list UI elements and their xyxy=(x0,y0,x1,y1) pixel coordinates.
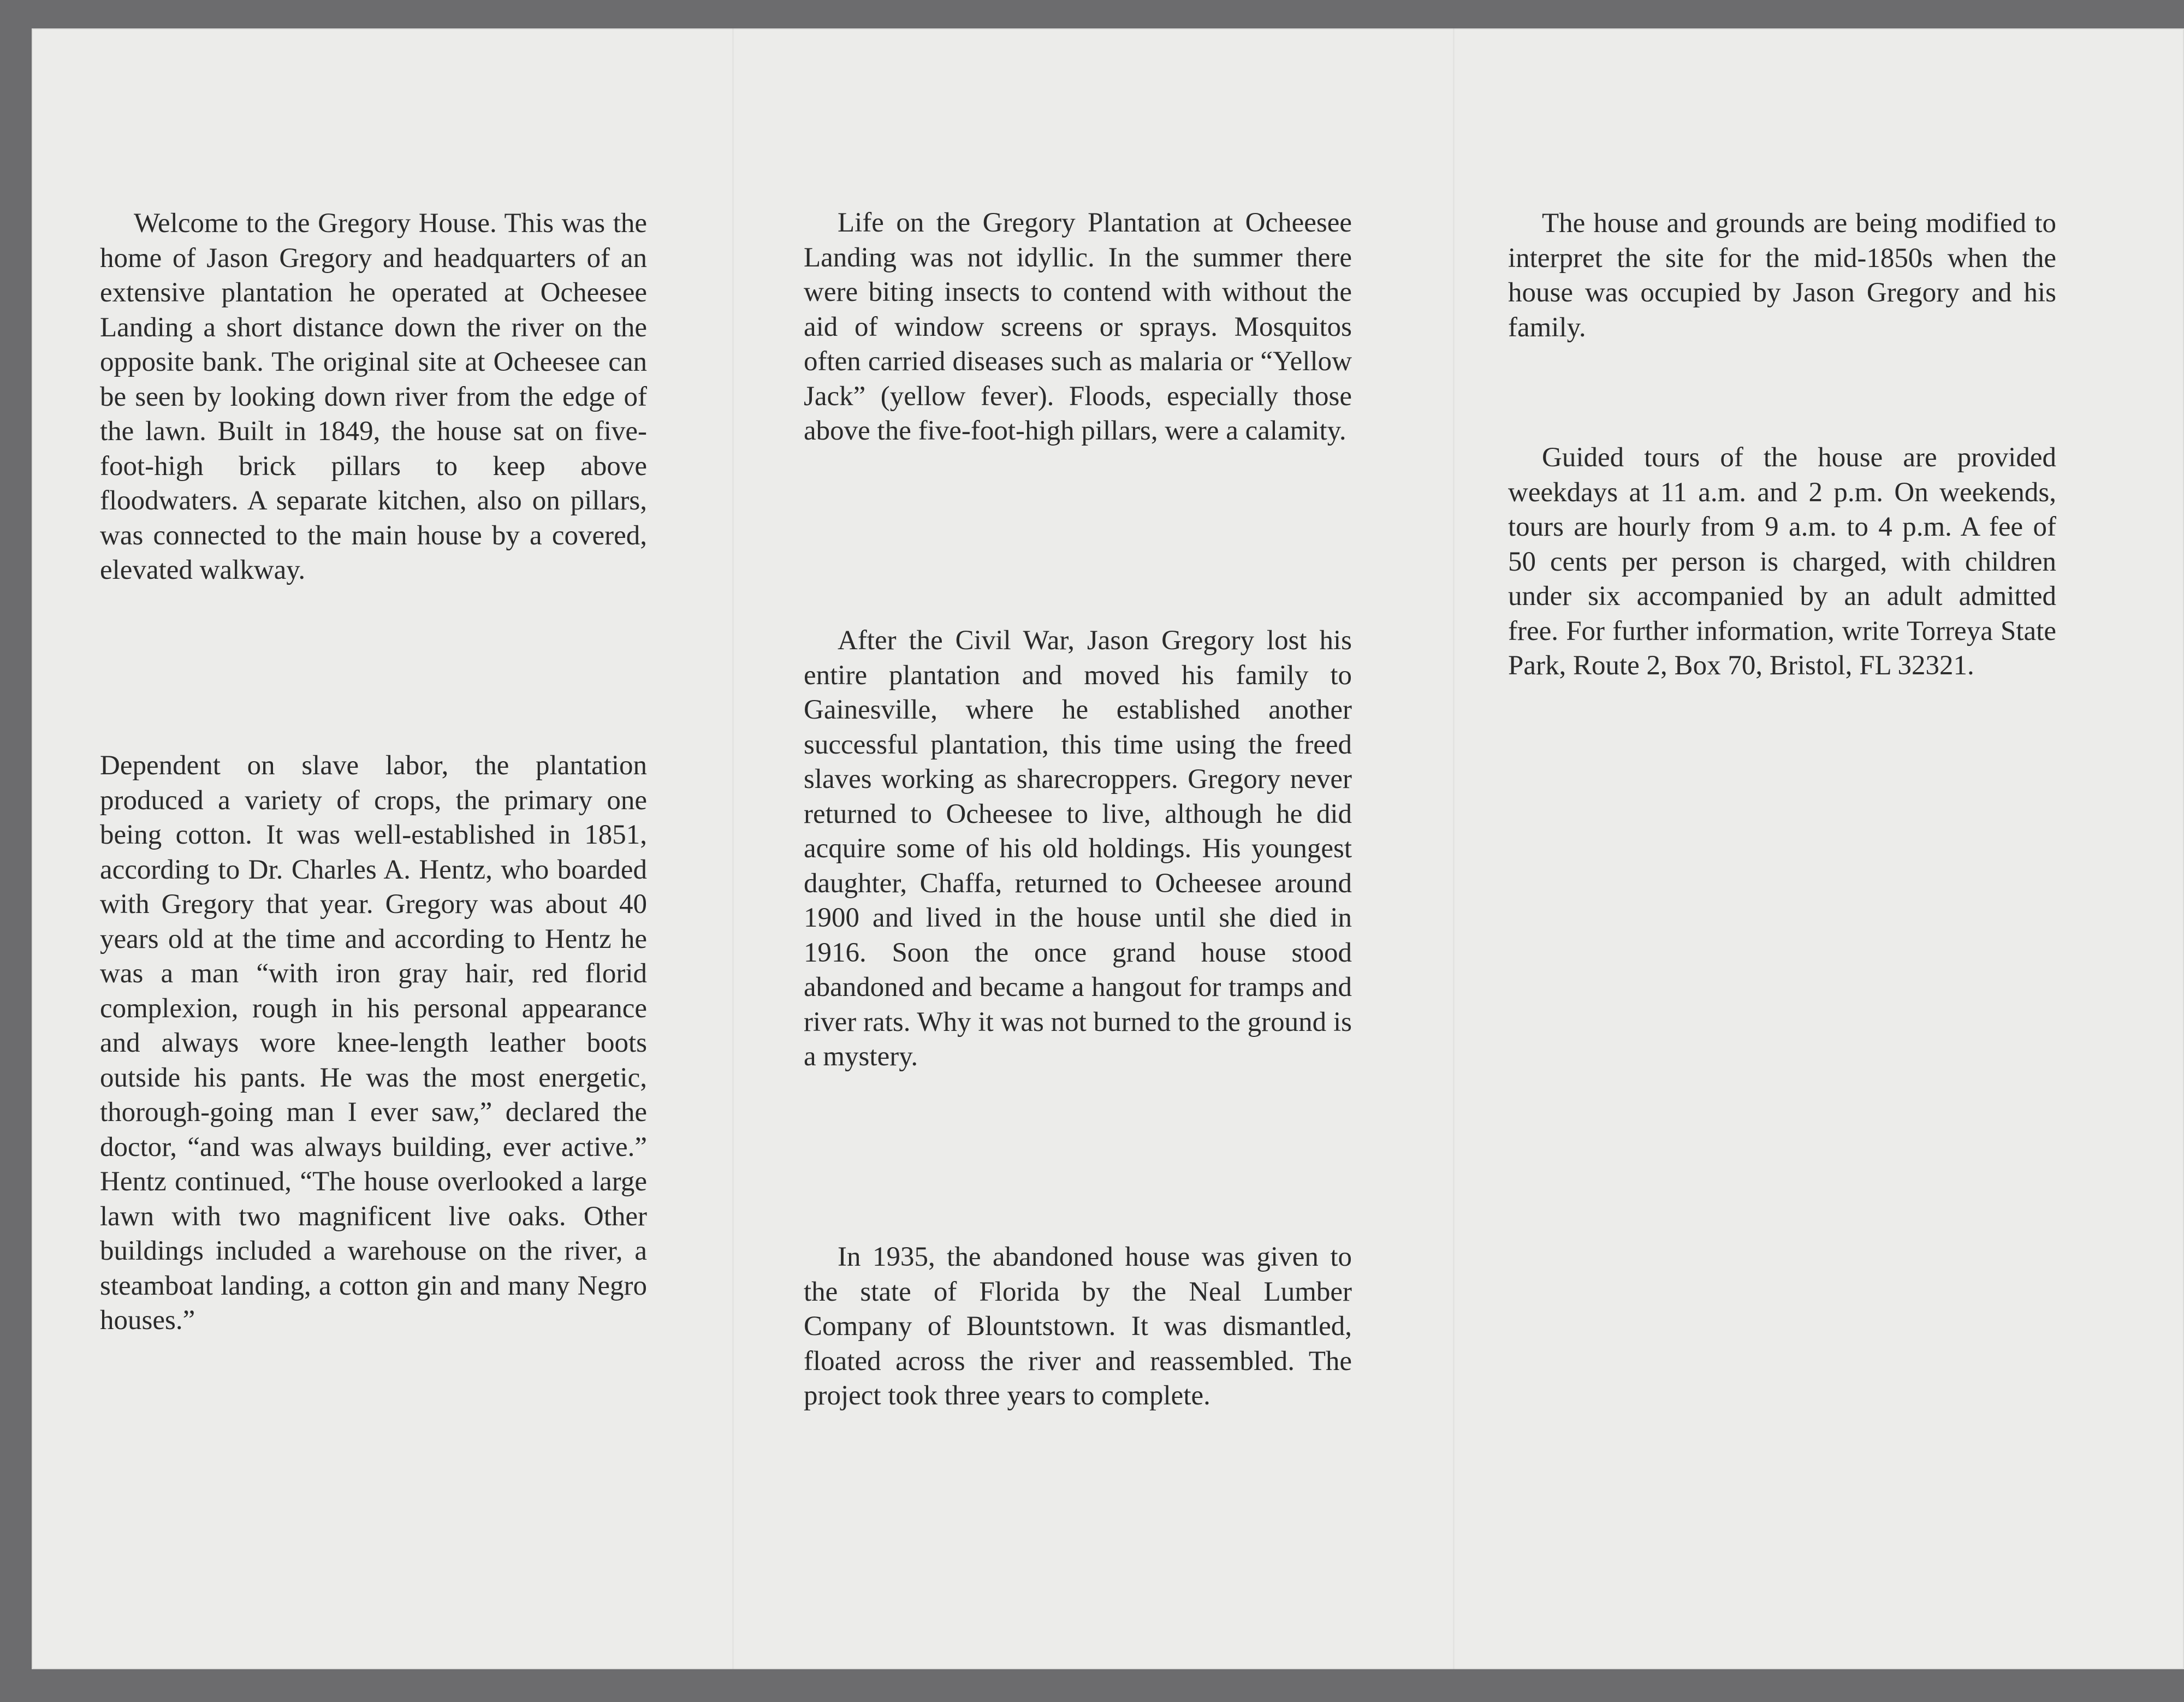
restoration-paragraph: The house and grounds are being modified to interpret the site for the mid-1850s when the house was occupied by Jason Gregory and his family. xyxy=(1508,208,2056,343)
fold-line-left xyxy=(732,28,734,1669)
relocation-paragraph: In 1935, the abandoned house was given to the state of Florida by the Neal Lumber Company of Blountstown. It was dismantled, floated across the river and reassembled. The project took three years to complete. xyxy=(804,1242,1352,1411)
plantation-life-paragraph: Life on the Gregory Plantation at Ocheesee Landing was not idyllic. In the summer there were biting insects to contend with without the aid of window screens or sprays. Mosquitos often carried diseases such as malaria or “Yellow Jack” (yellow fever). Floods, especially those above the five-foot-high pillars, were a calamity. xyxy=(804,207,1352,446)
plantation-paragraph: Dependent on slave labor, the plantation produced a variety of crops, the primary one being cotton. It was well-established in 1851, according to Dr. Charles A. Hentz, who boarded with Gregory that year. Gregory was about 40 years old at the time and according to Hentz he was a man “with iron gray hair, red florid complexion, rough in his personal appearance and always wore knee-length leather boots outside his pants. He was the most energetic, thorough-going man I ever saw,” declared the doctor, “and was always building, ever active.” Hentz continued, “The house overlooked a large lawn with two magnificent live oaks. Other buildings included a warehouse on the river, a steamboat landing, a cotton gin and many Negro houses.” xyxy=(100,750,647,1336)
fold-line-right xyxy=(1453,28,1455,1669)
tours-paragraph: Guided tours of the house are provided weekdays at 11 a.m. and 2 p.m. On weekends, tours are hourly from 9 a.m. to 4 p.m. A fee of 50 cents per person is charged, with children under six accompanied by an adult admitted free. For further information, write Torreya State Park, Route 2, Box 70, Bristol, FL 32321. xyxy=(1508,442,2056,681)
welcome-paragraph: Welcome to the Gregory House. This was the home of Jason Gregory and headquarters of an extensive plantation he operated at Ocheesee Landing a short distance down the river on the opposite bank. The original site at Ocheesee can be seen by looking down river from the edge of the lawn. Built in 1849, the house sat on five-foot-high brick pillars to keep above floodwaters. A separate kitchen, also on pillars, was connected to the main house by a covered, elevated walkway. xyxy=(100,208,647,585)
civil-war-paragraph: After the Civil War, Jason Gregory lost his entire plantation and moved his family to Gainesville, where he established another successful plantation, this time using the freed slaves working as sharecroppers. Gregory never returned to Ocheesee to live, although he did acquire some of his old holdings. His youngest daughter, Chaffa, returned to Ocheesee around 1900 and lived in the house until she died in 1916. Soon the once grand house stood abandoned and became a hangout for tramps and river rats. Why it was not burned to the ground is a mystery. xyxy=(804,625,1352,1072)
